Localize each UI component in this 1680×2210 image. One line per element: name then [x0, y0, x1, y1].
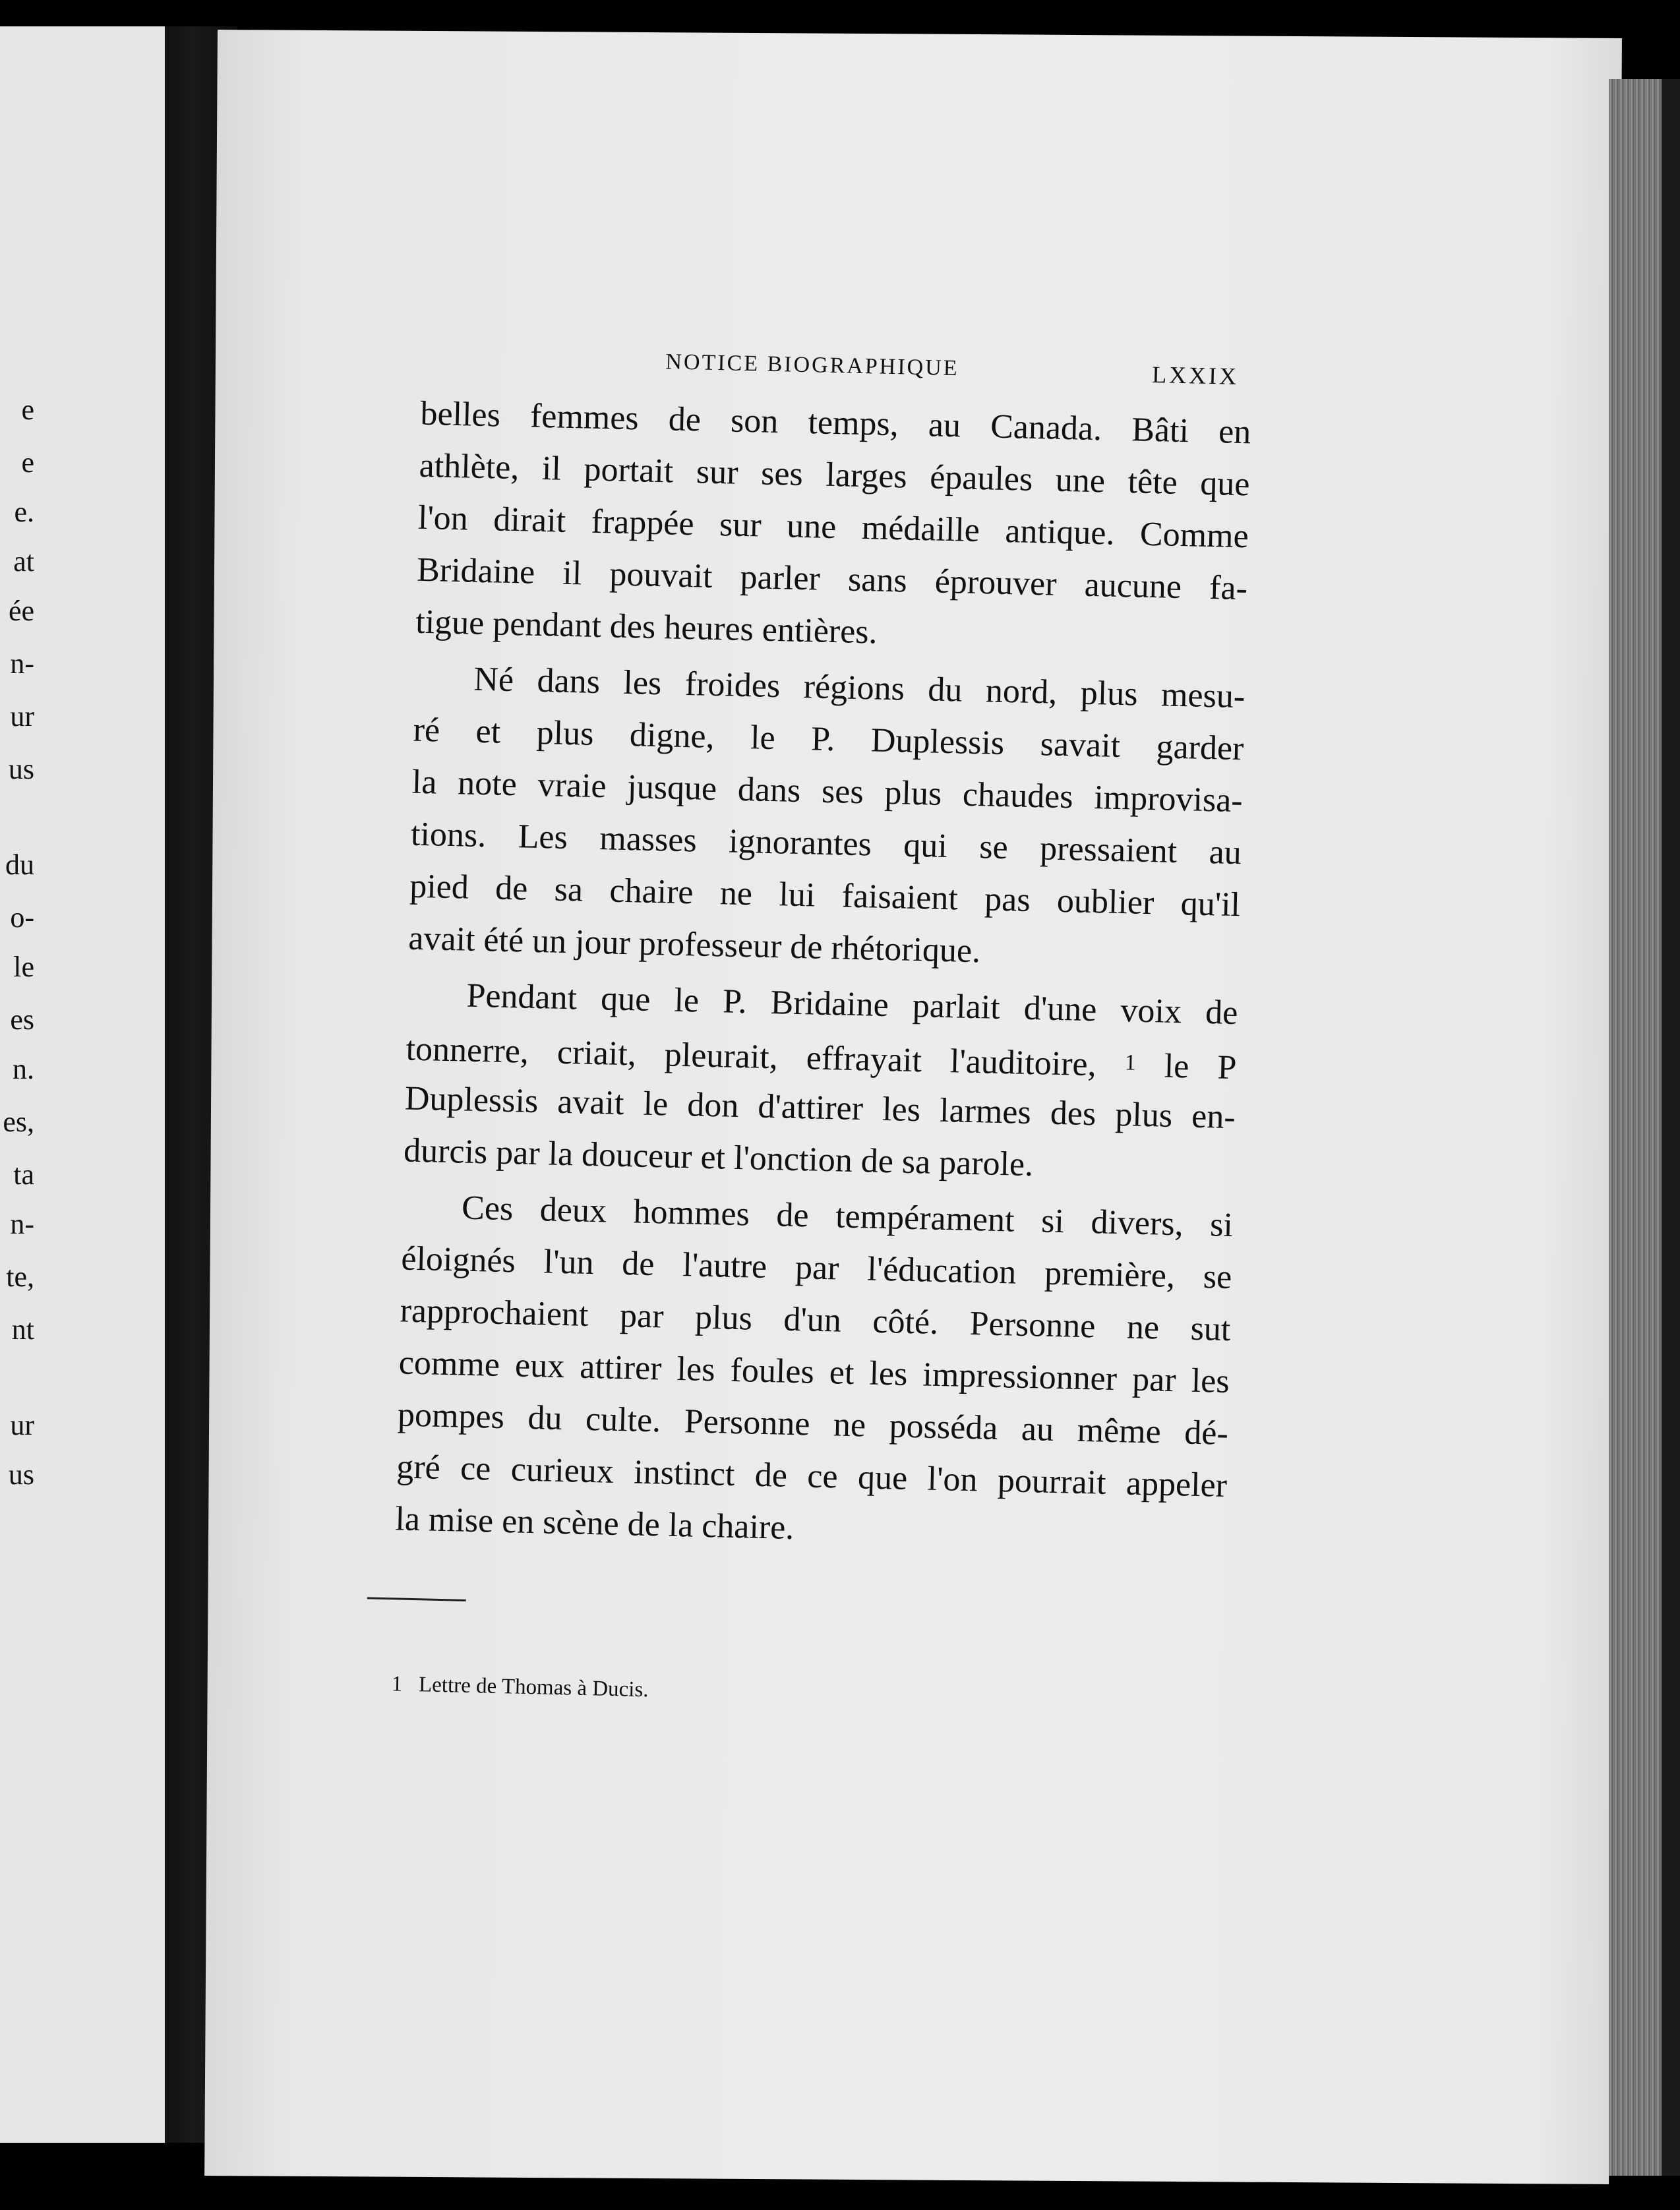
text-line: pompes du culte. Personne ne posséda au même dé- — [397, 1396, 1229, 1452]
running-head-title: NOTICE BIOGRAPHIQUE — [665, 349, 959, 381]
text-line: tigue pendant des heures entières. — [415, 603, 878, 651]
text-line: gré ce curieux instinct de ce que l'on pourrait appeler — [396, 1448, 1228, 1505]
left-page-fragment: e. — [14, 496, 34, 528]
paragraph-4 — [395, 1180, 1234, 1563]
text-line: l'on dirait frappée sur une médaille antique. Comme — [417, 498, 1249, 556]
paragraph-3 — [403, 969, 1238, 1196]
text-line: avait été un jour professeur de rhétorique. — [407, 919, 981, 971]
text-line: éloignés l'un de l'autre par l'éducation première, se — [400, 1239, 1232, 1297]
text-line: ré et plus digne, le P. Duplessis savait garder — [413, 711, 1245, 768]
left-page-fragment: e — [21, 446, 34, 479]
left-page-fragment: te, — [6, 1261, 34, 1293]
left-page-fragment: nt — [11, 1313, 34, 1346]
page-content — [338, 343, 1252, 1716]
paragraph-1 — [415, 388, 1252, 667]
footnote-rule — [367, 1597, 466, 1601]
text-line: rapprochaient par plus d'un côté. Personne ne sut — [400, 1292, 1232, 1349]
left-page-fragment: o- — [10, 901, 34, 934]
body-text — [342, 386, 1251, 1564]
text-line: Bridaine il pouvait parler sans éprouver aucune fa- — [416, 551, 1248, 608]
text-line-start: tonnerre, criait, pleurait, effrayait l'auditoire, — [405, 1030, 1125, 1085]
page-number: LXXIX — [1151, 361, 1240, 390]
left-page-fragment: ur — [10, 1409, 34, 1441]
text-line: tions. Les masses ignorantes qui se pressaient au — [410, 815, 1242, 872]
paragraph-2 — [408, 652, 1245, 983]
page-edge-stack — [1609, 79, 1662, 2176]
text-line: Pendant que le P. Bridaine parlait d'une voix de — [465, 976, 1238, 1032]
text-line: la mise en scène de la chaire. — [394, 1500, 795, 1547]
left-page-fragment: n- — [10, 1208, 34, 1240]
text-line: Ces deux hommes de tempérament si divers, si — [461, 1189, 1234, 1245]
text-line: Né dans les froides régions du nord, plus mesu- — [473, 660, 1245, 716]
footnote-marker: 1 — [391, 1672, 403, 1696]
left-page-fragment: e — [21, 394, 34, 426]
left-page-fragment: le — [13, 951, 34, 983]
left-page-fragment: us — [8, 753, 34, 785]
left-page-fragment: du — [5, 849, 34, 881]
page-edge-shadow — [1662, 79, 1680, 2176]
text-line: Duplessis avait le don d'attirer les larmes des plus en- — [404, 1079, 1236, 1137]
left-page-fragment: at — [13, 545, 34, 578]
text-line: belles femmes de son temps, au Canada. Bâti en — [419, 394, 1251, 452]
left-page-fragment: n. — [13, 1053, 34, 1085]
left-page-fragment: ée — [8, 595, 34, 627]
text-line: athlète, il portait sur ses larges épaules une tête que — [419, 446, 1251, 504]
text-line: la note vraie jusque dans ses plus chaudes improvisa- — [411, 763, 1244, 820]
left-page-fragment: us — [8, 1458, 34, 1491]
text-line: pied de sa chaire ne lui faisaient pas oublier qu'il — [409, 867, 1241, 924]
text-line: durcis par la douceur et l'onction de sa parole. — [403, 1131, 1034, 1184]
footnote-reference[interactable]: 1 — [1124, 1050, 1137, 1075]
left-page-fragment: es, — [3, 1106, 34, 1138]
text-line: comme eux attirer les foules et les impressionner par les — [398, 1344, 1230, 1400]
text-line-tail: le P — [1135, 1046, 1238, 1087]
left-page-fragment: ur — [10, 700, 34, 732]
footnote-text: Lettre de Thomas à Ducis. — [418, 1673, 649, 1702]
left-page-fragment: n- — [10, 647, 34, 680]
left-page-fragment: ta — [13, 1158, 34, 1191]
left-page-fragment: es — [10, 1003, 34, 1036]
